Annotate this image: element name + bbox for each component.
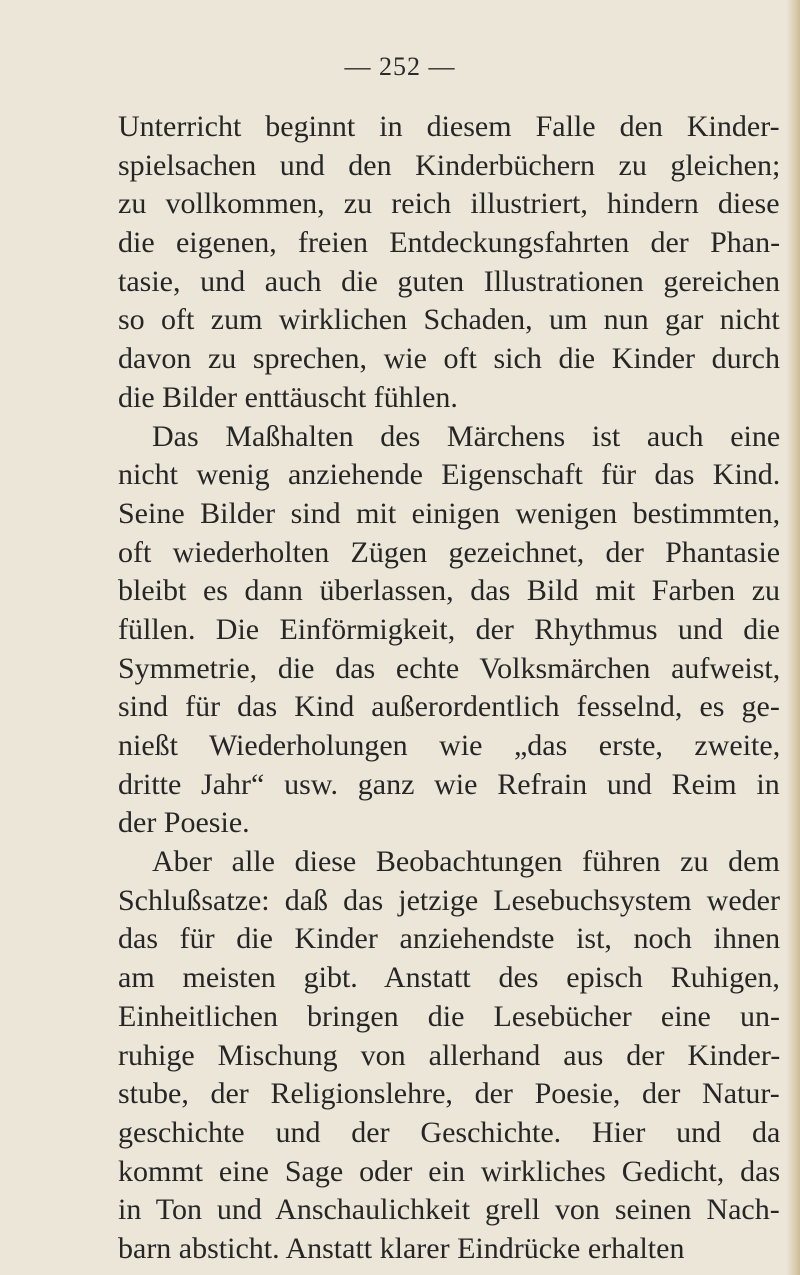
text-line: nicht wenig anziehende Eigenschaft für das Kind. <box>118 458 781 492</box>
text-line: kommt eine Sage oder ein wirkliches Gedicht, das <box>118 1154 781 1188</box>
text-line: so oft zum wirklichen Schaden, um nun gar nicht <box>118 303 780 337</box>
text-line: die eigenen, freien Entdeckungsfahrten der Phan- <box>118 226 781 260</box>
text-line: dritte Jahr“ usw. ganz wie Refrain und Reim in <box>118 767 780 801</box>
text-line: Einheitlichen bringen die Lesebücher eine un- <box>118 999 780 1033</box>
body-text <box>118 108 798 1269</box>
page-edge-shadow <box>786 0 800 1275</box>
text-line: barn absticht. Anstatt klarer Eindrücke erhalten <box>118 1231 685 1265</box>
text-line: nießt Wiederholungen wie „das erste, zweite, <box>118 729 781 762</box>
text-line: davon zu sprechen, wie oft sich die Kinder durch <box>118 342 780 376</box>
text-line: das für die Kinder anziehendste ist, noch ihnen <box>118 922 781 956</box>
text-line: Das Maßhalten des Märchens ist auch eine <box>152 419 781 453</box>
text-line: geschichte und der Geschichte. Hier und da <box>118 1115 781 1149</box>
text-line: stube, der Religionslehre, der Poesie, der Natur- <box>118 1077 780 1111</box>
text-line: Aber alle diese Beobachtungen führen zu dem <box>152 845 780 879</box>
text-line: zu vollkommen, zu reich illustriert, hindern diese <box>118 187 780 221</box>
text-line: in Ton und Anschaulichkeit grell von seinen Nach- <box>118 1193 780 1227</box>
text-line: die Bilder enttäuscht fühlen. <box>118 380 458 414</box>
text-line: bleibt es dann überlassen, das Bild mit Farben zu <box>118 574 781 608</box>
text-line: spielsachen und den Kinderbüchern zu gleichen; <box>118 148 781 182</box>
text-line: füllen. Die Einförmigkeit, der Rhythmus und die <box>118 612 780 646</box>
text-line: am meisten gibt. Anstatt des episch Ruhigen, <box>118 961 780 995</box>
text-line: oft wiederholten Zügen gezeichnet, der Phantasie <box>118 535 781 569</box>
text-line: sind für das Kind außerordentlich fesselnd, es ge- <box>118 690 780 724</box>
text-line: Symmetrie, die das echte Volksmärchen aufweist, <box>118 651 781 685</box>
text-line: der Poesie. <box>118 806 250 840</box>
text-line: Schlußsatze: daß das jetzige Lesebuchsystem weder <box>118 883 780 917</box>
page-number: — 252 — <box>344 52 456 81</box>
text-line: tasie, und auch die guten Illustrationen gereichen <box>118 264 780 298</box>
text-line: Seine Bilder sind mit einigen wenigen bestimmten, <box>118 496 781 530</box>
text-line: ruhige Mischung von allerhand aus der Kinder- <box>118 1038 781 1072</box>
text-line: Unterricht beginnt in diesem Falle den Kinder- <box>118 110 780 143</box>
